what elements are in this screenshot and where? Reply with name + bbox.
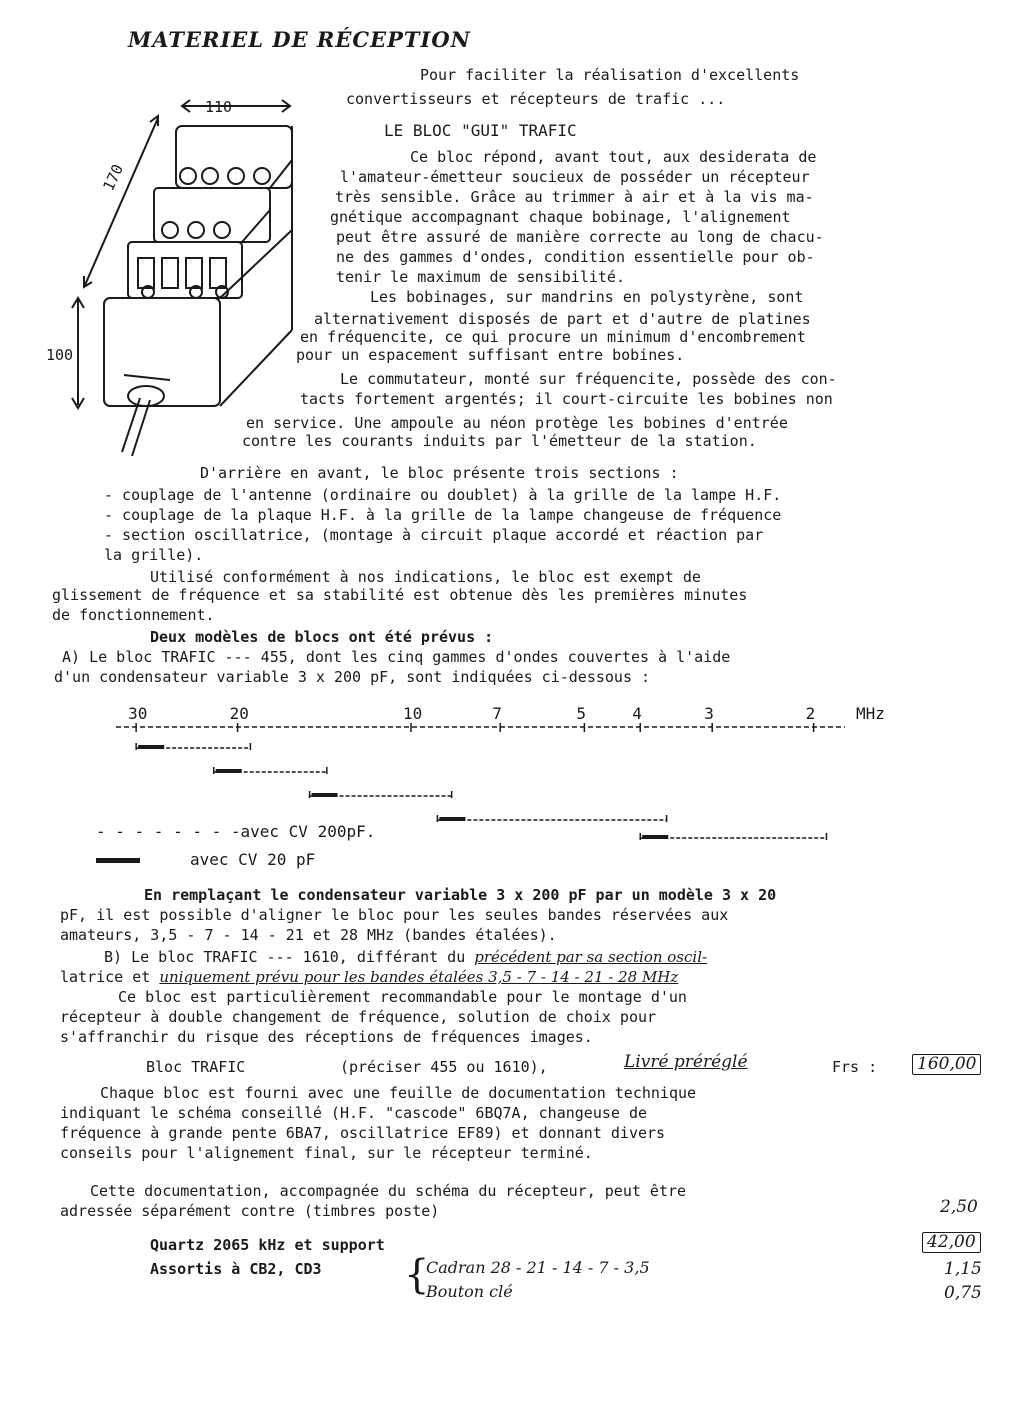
section-item: - couplage de la plaque H.F. à la grille de la lampe changeuse de fréquence — [104, 506, 782, 524]
bloc-price: 160,00 — [912, 1054, 981, 1075]
para1-line: très sensible. Grâce au trimmer à air et à la vis ma- — [335, 188, 814, 206]
sections-intro: D'arrière en avant, le bloc présente trois sections : — [200, 464, 679, 482]
scale-tick-label: 4 — [632, 704, 642, 723]
model-a-line: A) Le bloc TRAFIC --- 455, dont les cinq gammes d'ondes couvertes à l'aide — [62, 648, 731, 666]
para2-line: en fréquencite, ce qui procure un minimum d'encombrement — [300, 328, 806, 346]
intro-line: Pour faciliter la réalisation d'excellents — [420, 66, 800, 84]
range-cv20-segment — [138, 745, 164, 749]
para6-line: Ce bloc est particulièrement recommandable pour le montage d'un — [118, 988, 687, 1006]
legend-cv200 — [96, 822, 375, 841]
para5-line: amateurs, 3,5 - 7 - 14 - 21 et 28 MHz (bandes étalées). — [60, 926, 557, 944]
section-item: - couplage de l'antenne (ordinaire ou doublet) à la grille de la lampe H.F. — [104, 486, 782, 504]
legend-cv200-marker: - - - - - - - - — [96, 822, 241, 841]
legend-cv200-label: avec CV 200pF. — [240, 822, 376, 841]
para3-line: tacts fortement argentés; il court-circuite les bobines non — [300, 390, 833, 408]
model-b-line — [104, 948, 707, 967]
bloc-title: LE BLOC "GUI" TRAFIC — [384, 121, 577, 140]
para7-line: conseils pour l'alignement final, sur le récepteur terminé. — [60, 1144, 593, 1162]
scale-tick-label: 2 — [805, 704, 816, 723]
para1-line: tenir le maximum de sensibilité. — [336, 268, 625, 286]
coil-block-drawing — [0, 0, 330, 470]
model-b-underlined: précédent par sa section oscil- — [474, 948, 708, 966]
range-cv20-segment — [216, 769, 242, 773]
para7-line: indiquant le schéma conseillé (H.F. "cascode" 6BQ7A, changeuse de — [60, 1104, 647, 1122]
para1-line: peut être assuré de manière correcte au long de chacu- — [336, 228, 824, 246]
legend-cv20-marker — [96, 858, 140, 863]
models-intro: Deux modèles de blocs ont été prévus : — [150, 628, 494, 646]
para3-line: Le commutateur, monté sur fréquencite, possède des con- — [340, 370, 837, 388]
para2-line: alternativement disposés de part et d'autre de platines — [314, 310, 811, 328]
section-item: - section oscillatrice, (montage à circuit plaque accordé et réaction par — [104, 526, 764, 544]
price-currency: Frs : — [832, 1058, 878, 1076]
range-cv20-segment — [312, 793, 338, 797]
assortis-label: Assortis à CB2, CD3 — [150, 1260, 322, 1278]
assortis-item-price: 0,75 — [944, 1283, 982, 1303]
para4-line: Utilisé conformément à nos indications, le bloc est exempt de — [150, 568, 701, 586]
quartz-label: Quartz 2065 kHz et support — [150, 1236, 385, 1254]
quartz-price: 42,00 — [922, 1232, 981, 1253]
para7-line: fréquence à grande pente 6BA7, oscillatrice EF89) et donnant divers — [60, 1124, 666, 1142]
para5-line: pF, il est possible d'aligner le bloc pour les seules bandes réservées aux — [60, 906, 729, 924]
scale-tick-label: 20 — [229, 704, 249, 723]
legend-cv20-label: avec CV 20 pF — [190, 850, 316, 869]
scale-unit-label: MHz — [856, 704, 885, 723]
doc-line: Cette documentation, accompagnée du schéma du récepteur, peut être — [90, 1182, 687, 1200]
para1-line: ne des gammes d'ondes, condition essentielle pour ob- — [336, 248, 815, 266]
para1-line: l'amateur-émetteur soucieux de posséder un récepteur — [340, 168, 810, 186]
model-b-text: B) Le bloc TRAFIC --- 1610, différant du — [104, 948, 475, 966]
doc-price: 2,50 — [940, 1197, 978, 1217]
para2-line: pour un espacement suffisant entre bobines. — [296, 346, 685, 364]
dim-height-label: 100 — [46, 346, 74, 364]
intro-line: convertisseurs et récepteurs de trafic ... — [346, 90, 726, 108]
range-cv20-segment — [439, 817, 465, 821]
dim-width-label: 110 — [205, 98, 233, 116]
scale-tick-label: 3 — [704, 704, 714, 723]
section-item: la grille). — [104, 546, 204, 564]
assortis-item-price: 1,15 — [944, 1259, 982, 1279]
scale-tick-label: 10 — [402, 704, 423, 723]
assortis-item: Cadran 28 - 21 - 14 - 7 - 3,5 — [426, 1258, 650, 1277]
model-b-text: latrice et — [60, 968, 160, 986]
assortis-item: Bouton clé — [426, 1282, 513, 1301]
para4-line: de fonctionnement. — [52, 606, 215, 624]
model-a-line: d'un condensateur variable 3 x 200 pF, sont indiquées ci-dessous : — [54, 668, 651, 686]
price-label: Bloc TRAFIC — [146, 1058, 246, 1076]
para7-line: Chaque bloc est fourni avec une feuille de documentation technique — [100, 1084, 697, 1102]
assortis-brace: { — [404, 1252, 430, 1298]
price-delivery: Livré préréglé — [624, 1052, 748, 1072]
doc-line: adressée séparément contre (timbres poste) — [60, 1202, 440, 1220]
scale-tick-label: 30 — [128, 704, 148, 723]
model-b-underlined: uniquement prévu pour les bandes étalées 3,5 - 7 - 14 - 21 - 28 MHz — [159, 968, 679, 986]
dim-depth-label: 170 — [99, 161, 128, 194]
para1-line: Ce bloc répond, avant tout, aux desiderata de — [410, 148, 817, 166]
para2-line: Les bobinages, sur mandrins en polystyrène, sont — [370, 288, 804, 306]
para3-line: en service. Une ampoule au néon protège les bobines d'entrée — [246, 414, 788, 432]
para1-line: gnétique accompagnant chaque bobinage, l'alignement — [330, 208, 791, 226]
legend-cv20 — [96, 850, 315, 869]
para6-line: récepteur à double changement de fréquence, solution de choix pour — [60, 1008, 657, 1026]
para5-line: En remplaçant le condensateur variable 3 x 200 pF par un modèle 3 x 20 — [144, 886, 777, 904]
scale-tick-label: 5 — [576, 704, 587, 723]
model-b-line — [60, 968, 678, 987]
range-cv20-segment — [642, 835, 668, 839]
para4-line: glissement de fréquence et sa stabilité est obtenue dès les premières minutes — [52, 586, 748, 604]
para3-line: contre les courants induits par l'émetteur de la station. — [242, 432, 757, 450]
para6-line: s'affranchir du risque des réceptions de fréquences images. — [60, 1028, 593, 1046]
scale-tick-label: 7 — [492, 704, 502, 723]
page-heading: MATERIEL DE RÉCEPTION — [128, 27, 471, 52]
price-note: (préciser 455 ou 1610), — [340, 1058, 548, 1076]
